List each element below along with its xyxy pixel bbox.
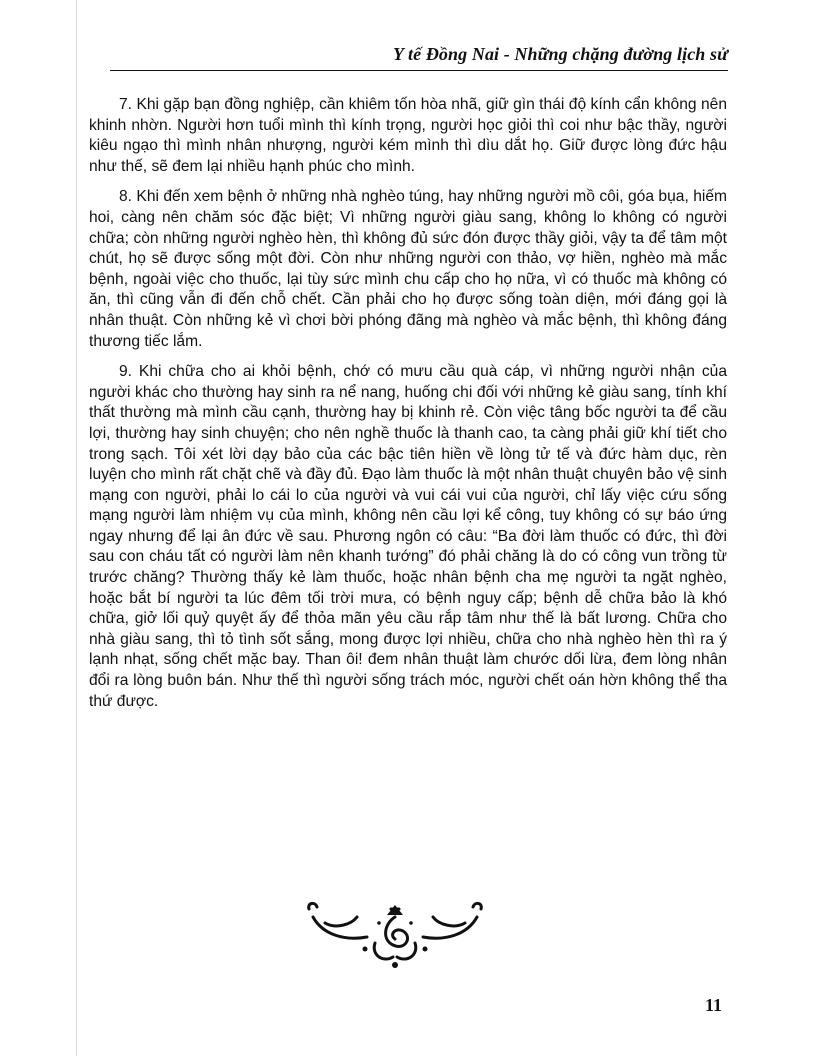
- paragraph-7: 7. Khi gặp bạn đồng nghiệp, cần khiêm tốn hòa nhã, giữ gìn thái độ kính cẩn không nên khinh nhờn. Người hơn tuổi mình thì kính trọng, người học giỏi thì coi như bậc thầy, người kiêu ngạo thì mình nhân nhượng, người kém mình thì dìu dắt họ. Giữ được lòng đức hậu như thế, sẽ đem lại nhiều hạnh phúc cho mình.: [89, 96, 727, 175]
- header-title: Y tế Đồng Nai - Những chặng đường lịch sử: [393, 44, 728, 64]
- page-number: 11: [705, 995, 723, 1015]
- running-header: [110, 38, 728, 71]
- paragraph-9: 9. Khi chữa cho ai khỏi bệnh, chớ có mưu cầu quà cáp, vì những người nhận của người khác cho thường hay sinh ra nể nang, huống chi đối với những kẻ giàu sang, tính khí thất thường mà mình cầu cạnh, thường hay bị khinh rẻ. Còn việc tâng bốc người ta để cầu lợi, thường hay sinh chuyện; cho nên nghề thuốc là thanh cao, ta càng phải giữ khí tiết cho trong sạch. Tôi xét lời dạy bảo của các bậc tiên hiền về lòng tử tế và đức hàm dục, rèn luyện cho mình rất chặt chẽ và đầy đủ. Đạo làm thuốc là một nhân thuật chuyên bảo vệ sinh mạng con người, phải lo cái lo của người và vui cái vui của người, chỉ lấy việc cứu sống mạng người làm nhiệm vụ của mình, không nên cầu lợi kể công, tuy không có sự báo ứng ngay nhưng để lại ân đức về sau. Phương ngôn có câu: “Ba đời làm thuốc có đức, thì đời sau con cháu tất có người làm nên khanh tướng” đó phải chăng là do có công vun trồng từ trước chăng? Thường thấy kẻ làm thuốc, hoặc nhân bệnh cha mẹ người ta ngặt nghèo, hoặc bắt bí người ta lúc đêm tối trời mưa, có bệnh nguy cấp; bệnh dễ chữa bảo là khó chữa, giở lối quỷ quyệt ấy để thỏa mãn yêu cầu rắp tâm như thế là bất lương. Chữa cho nhà giàu sang, thì tỏ tình sốt sắng, mong được lợi nhiều, chữa cho nhà nghèo hèn thì ra ý lạnh nhạt, sống chết mặc bay. Than ôi! đem nhân thuật làm chước dối lừa, đem lòng nhân đổi ra lòng buôn bán. Như thế thì người sống trách móc, người chết oán hờn không thể tha thứ được.: [89, 363, 727, 710]
- paragraph-8: 8. Khi đến xem bệnh ở những nhà nghèo túng, hay những người mồ côi, góa bụa, hiếm hoi, càng nên chăm sóc đặc biệt; Vì những người giàu sang, không lo không có người chữa; còn những người nghèo hèn, thì không đủ sức đón được thầy giỏi, vậy ta để tâm một chút, họ sẽ được sống một đời. Còn như những người con thảo, vợ hiền, nghèo mà mắc bệnh, ngoài việc cho thuốc, lại tùy sức mình chu cấp cho họ nữa, vì có thuốc mà không có ăn, thì cũng vẫn đi đến chỗ chết. Cần phải cho họ được sống toàn diện, mới đáng gọi là nhân thuật. Còn những kẻ vì chơi bời phóng đãng mà nghèo và mắc bệnh, thì không đáng thương tiếc lắm.: [89, 188, 727, 350]
- body-text: [89, 95, 727, 722]
- flourish-ornament-icon: [305, 895, 485, 975]
- page-binding-edge: [76, 0, 77, 1056]
